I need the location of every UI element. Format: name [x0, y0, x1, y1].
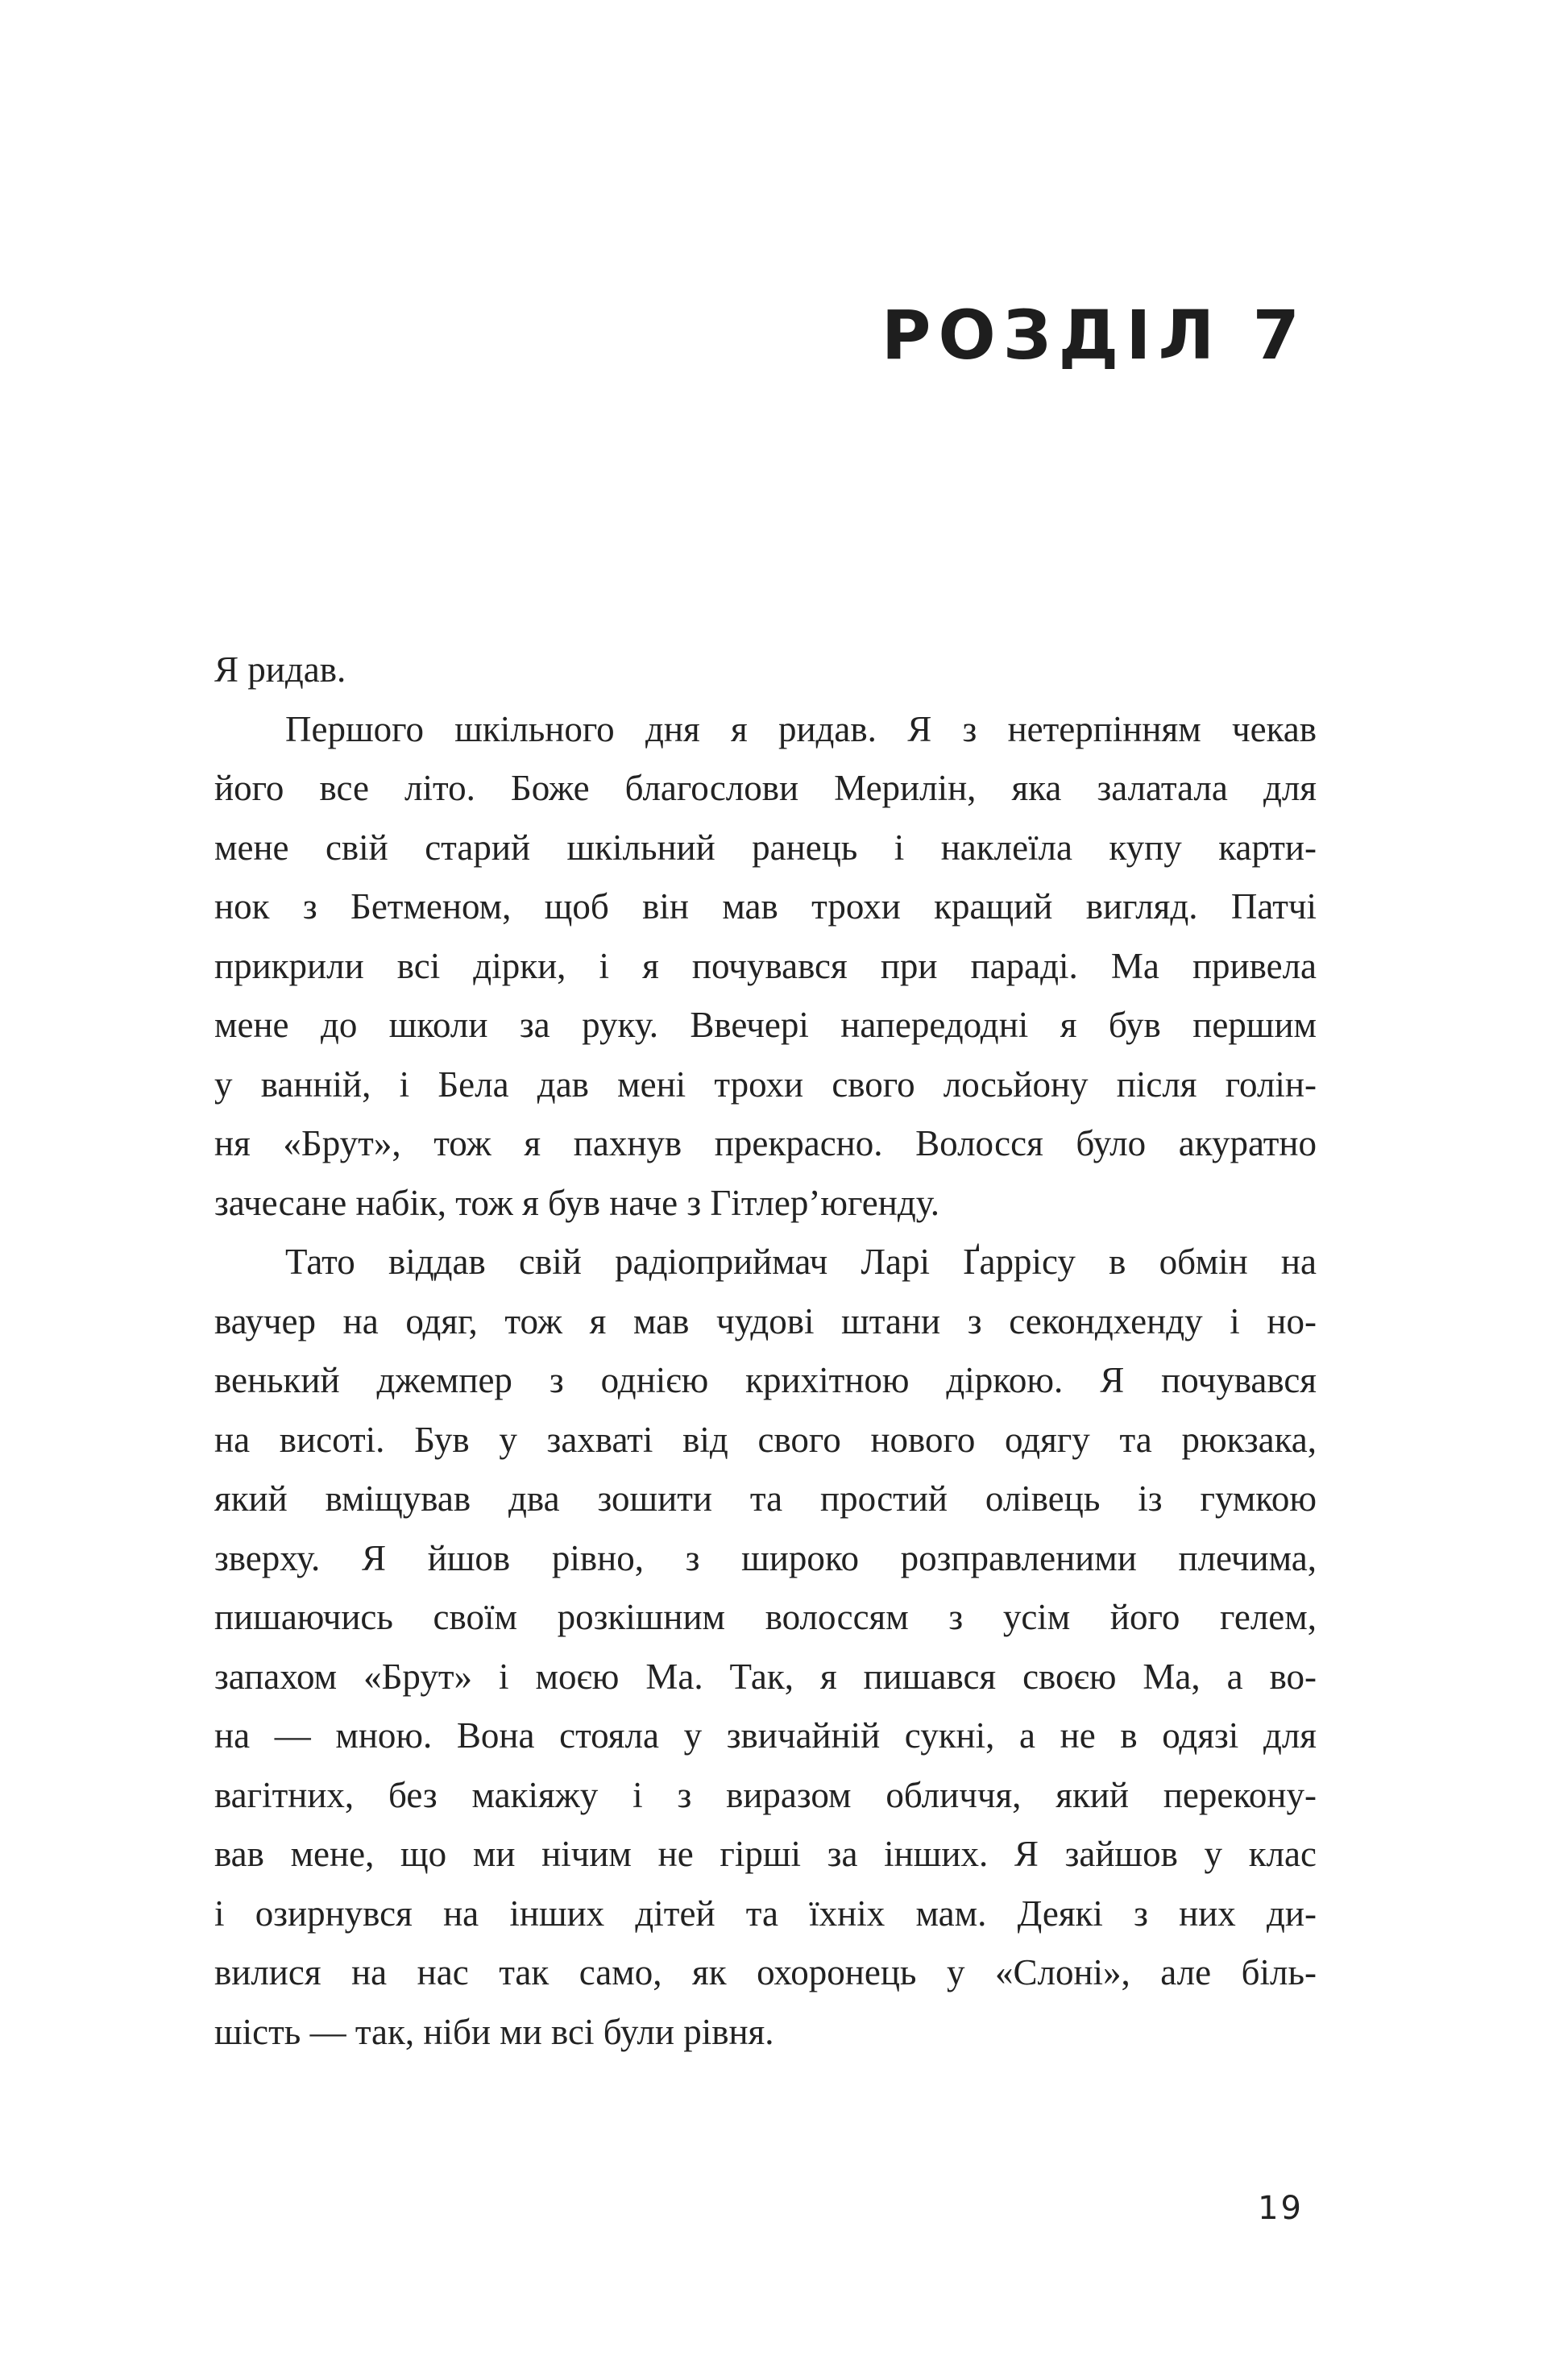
text-line: запахом «Брут» і моєю Ма. Так, я пишався своєю Ма, а во- [214, 1656, 1317, 1697]
text-line: на висоті. Був у захваті від свого нового одягу та рюкзака, [214, 1419, 1317, 1460]
text-line: нок з Бетменом, щоб він мав трохи кращий вигляд. Патчі [214, 886, 1317, 927]
text-line: мене до школи за руку. Ввечері напередодні я був першим [214, 1005, 1317, 1045]
text-line: венький джемпер з однією крихітною діркою. Я почувався [214, 1360, 1317, 1400]
text-line: зверху. Я йшов рівно, з широко розправленими плечима, [214, 1537, 1317, 1578]
text-line: його все літо. Боже благослови Мерилін, яка залатала для [214, 768, 1317, 808]
text-line: пишаючись своїм розкішним волоссям з усім його гелем, [214, 1597, 1317, 1637]
text-line: мене свій старий шкільний ранець і наклеїла купу карти- [214, 827, 1317, 868]
text-line: який вміщував два зошити та простий олівець із гумкою [214, 1478, 1317, 1519]
text-line: Я ридав. [214, 649, 346, 690]
text-line: на — мною. Вона стояла у звичайній сукні, а не в одязі для [214, 1715, 1317, 1756]
text-line: зачесане набік, тож я був наче з Гітлер’югенду. [214, 1182, 939, 1223]
text-line: прикрили всі дірки, і я почувався при параді. Ма привела [214, 945, 1317, 986]
text-line: у ванній, і Бела дав мені трохи свого лосьйону після голін- [214, 1064, 1317, 1105]
chapter-heading: РОЗДІЛ 7 [881, 296, 1307, 375]
text-line: ваучер на одяг, тож я мав чудові штани з секондхенду і но- [214, 1300, 1317, 1341]
text-line: Тато віддав свій радіоприймач Ларі Ґаррісу в обмін на [285, 1242, 1317, 1282]
text-line: і озирнувся на інших дітей та їхніх мам. Деякі з них ди- [214, 1893, 1317, 1934]
text-line: шість — так, ніби ми всі були рівня. [214, 2011, 774, 2052]
text-line: ня «Брут», тож я пахнув прекрасно. Волосся було акуратно [214, 1123, 1317, 1163]
text-line: вилися на нас так само, як охоронець у «Слоні», але біль- [214, 1952, 1317, 1992]
page-number: 19 [1258, 2190, 1304, 2227]
text-line: вагітних, без макіяжу і з виразом обличчя, який перекону- [214, 1774, 1317, 1815]
text-line: вав мене, що ми нічим не гірші за інших. Я зайшов у клас [214, 1834, 1317, 1874]
chapter-body [214, 641, 1317, 2062]
text-line: Першого шкільного дня я ридав. Я з нетерпінням чекав [285, 708, 1317, 749]
